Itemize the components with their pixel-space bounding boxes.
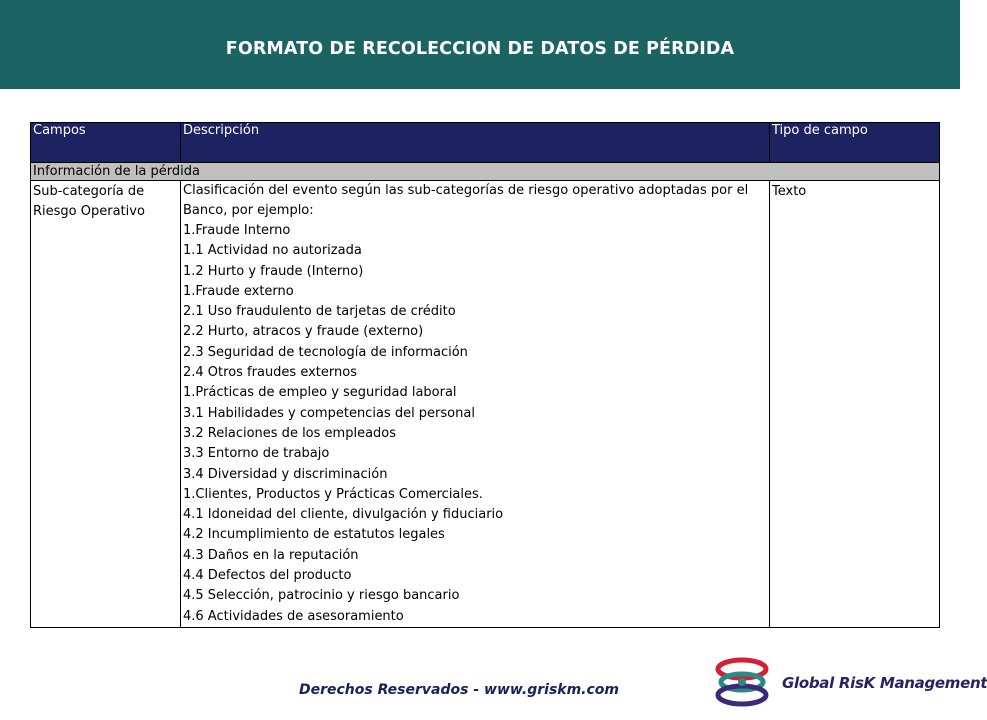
list-item: 3.2 Relaciones de los empleados: [183, 425, 397, 441]
list-item: 3.1 Habilidades y competencias del personal: [183, 405, 475, 421]
page-title: FORMATO DE RECOLECCION DE DATOS DE PÉRDIDA: [225, 38, 735, 59]
list-item: 4.5 Selección, patrocinio y riesgo bancario: [183, 588, 460, 604]
list-item: 1.Prácticas de empleo y seguridad laboral: [183, 385, 457, 401]
list-item: 4.2 Incumplimiento de estatutos legales: [183, 527, 445, 543]
section-row: [31, 163, 940, 181]
logo-dot: [738, 678, 746, 686]
list-item: 2.1 Uso fraudulento de tarjetas de crédito: [183, 304, 456, 320]
list-item: 1.1 Actividad no autorizada: [183, 243, 362, 259]
list-item: 4.6 Actividades de asesoramiento: [183, 608, 404, 624]
list-item: 4.3 Daños en la reputación: [183, 547, 359, 563]
list-item: 2.3 Seguridad de tecnología de información: [183, 344, 468, 360]
header-descripcion: Descripción: [181, 123, 770, 163]
list-item: 3.3 Entorno de trabajo: [183, 446, 330, 462]
list-item: 4.4 Defectos del producto: [183, 568, 352, 584]
list-item: 1.2 Hurto y fraude (Interno): [183, 263, 364, 279]
list-item: 2.2 Hurto, atracos y fraude (externo): [183, 324, 424, 340]
section-title: Información de la pérdida: [31, 163, 940, 181]
list-item: 4.1 Idoneidad del cliente, divulgación y fiduciario: [183, 507, 504, 523]
descripcion-intro: Clasificación del evento según las sub-categorías de riesgo operativo adoptadas por el Banco, por ejemplo:: [183, 183, 749, 218]
loss-data-table: [30, 122, 940, 628]
list-item: 3.4 Diversidad y discriminación: [183, 466, 388, 482]
header-tipo: Tipo de campo: [770, 123, 940, 163]
header-campos: Campos: [31, 123, 181, 163]
category-list: [183, 221, 769, 627]
cell-tipo: Texto: [770, 181, 940, 628]
company-logo: [712, 652, 987, 714]
logo-text: Global RisK Management: [782, 674, 987, 692]
title-banner: [0, 0, 960, 89]
cell-descripcion: [181, 181, 770, 628]
table-row: [31, 181, 940, 628]
global-risk-logo-icon: [712, 652, 786, 714]
list-item: 2.4 Otros fraudes externos: [183, 365, 357, 381]
list-item: 1.Fraude Interno: [183, 223, 291, 238]
copyright-footer: Derechos Reservados - www.griskm.com: [298, 682, 620, 698]
list-item: 1.Clientes, Productos y Prácticas Comerciales.: [183, 486, 483, 502]
table-header-row: [31, 123, 940, 163]
cell-campo: Sub-categoría de Riesgo Operativo: [31, 181, 181, 628]
list-item: 1.Fraude externo: [183, 283, 294, 299]
